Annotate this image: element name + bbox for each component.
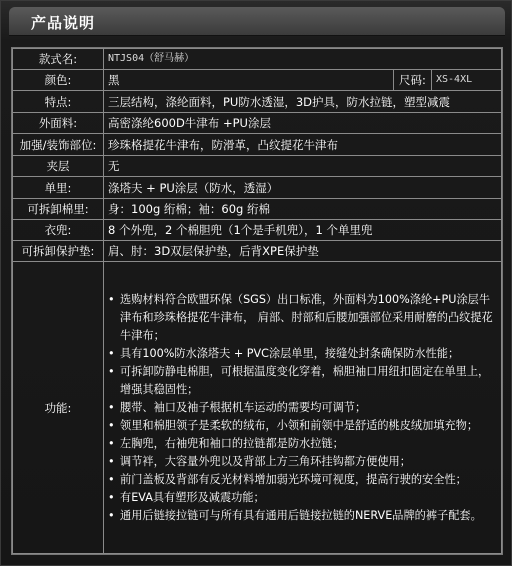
functions-cell	[104, 262, 502, 554]
row-reinforcement	[13, 134, 502, 156]
pads-label: 可拆卸保护垫:	[13, 241, 104, 262]
function-item: • 腰带、袖口及袖子根据机车运动的需要均可调节；	[108, 399, 497, 417]
panel-title: 产品说明	[31, 14, 96, 32]
function-item: • 选购材料符合欧盟环保（SGS）出口标准，外面料为100%涤纶+PU涂层牛津布和珍珠格提花牛津布， 肩部、肘部和后腰加强部位采用耐磨的凸纹提花牛津布；	[108, 291, 497, 345]
row-color	[13, 70, 502, 91]
function-item: • 具有100%防水涤塔夫 + PVC涂层单里，接缝处封条确保防水性能；	[108, 345, 497, 363]
interlayer-label: 夹层	[13, 156, 104, 177]
pockets-label: 衣兜:	[13, 220, 104, 241]
interlayer-value: 无	[104, 156, 502, 177]
function-item: • 调节袢，大容量外兜以及背部上方三角环挂钩都方便使用；	[108, 453, 497, 471]
spec-table-wrapper	[11, 47, 503, 555]
row-interlayer	[13, 156, 502, 177]
reinforcement-label: 加强/装饰部位:	[13, 134, 104, 156]
row-pockets	[13, 220, 502, 241]
features-value: 三层结构，涤纶面料，PU防水透湿，3D护具，防水拉链，塑型减震	[104, 91, 502, 113]
row-pads	[13, 241, 502, 262]
color-label: 颜色:	[13, 70, 104, 91]
style-label: 款式名:	[13, 49, 104, 70]
shell-value: 高密涤纶600D牛津布 +PU涂层	[104, 113, 502, 134]
row-liner	[13, 199, 502, 220]
size-label: 尺码:	[393, 70, 431, 91]
single-layer-label: 单里:	[13, 177, 104, 199]
row-single-layer	[13, 177, 502, 199]
functions-label: 功能:	[13, 262, 104, 554]
function-item: • 有EVA具有塑形及减震功能；	[108, 489, 497, 507]
panel-header	[9, 7, 505, 35]
single-layer-value: 涤塔夫 + PU涂层（防水，透湿）	[104, 177, 502, 199]
size-value: XS-4XL	[431, 70, 501, 91]
spec-table	[12, 48, 502, 554]
pads-value: 肩、肘：3D双层保护垫，后背XPE保护垫	[104, 241, 502, 262]
row-features	[13, 91, 502, 113]
liner-value: 身：100g 绗棉；袖：60g 绗棉	[104, 199, 502, 220]
function-item: • 左胸兜，右袖兜和袖口的拉链都是防水拉链；	[108, 435, 497, 453]
shell-label: 外面料:	[13, 113, 104, 134]
row-shell	[13, 113, 502, 134]
reinforcement-value: 珍珠格提花牛津布，防滑革，凸纹提花牛津布	[104, 134, 502, 156]
style-value: NTJS04（舒马赫）	[104, 49, 502, 70]
function-item: • 可拆卸防静电棉胆，可根据温度变化穿着，棉胆袖口用纽扣固定在单里上，增强其稳固性；	[108, 363, 497, 399]
function-item: • 领里和棉胆领子是柔软的绒布，小领和前领中是舒适的桃皮绒加填充物；	[108, 417, 497, 435]
color-value: 黑	[104, 70, 394, 91]
row-style	[13, 49, 502, 70]
liner-label: 可拆卸棉里:	[13, 199, 104, 220]
function-item: • 前门盖板及背部有反光材料增加弱光环境可视度，提高行驶的安全性；	[108, 471, 497, 489]
row-functions	[13, 262, 502, 554]
pockets-value: 8 个外兜，2 个棉胆兜（1个是手机兜），1 个单里兜	[104, 220, 502, 241]
function-item: • 通用后链接拉链可与所有具有通用后链接拉链的NERVE品牌的裤子配套。	[108, 507, 497, 525]
functions-list	[108, 289, 497, 527]
features-label: 特点:	[13, 91, 104, 113]
